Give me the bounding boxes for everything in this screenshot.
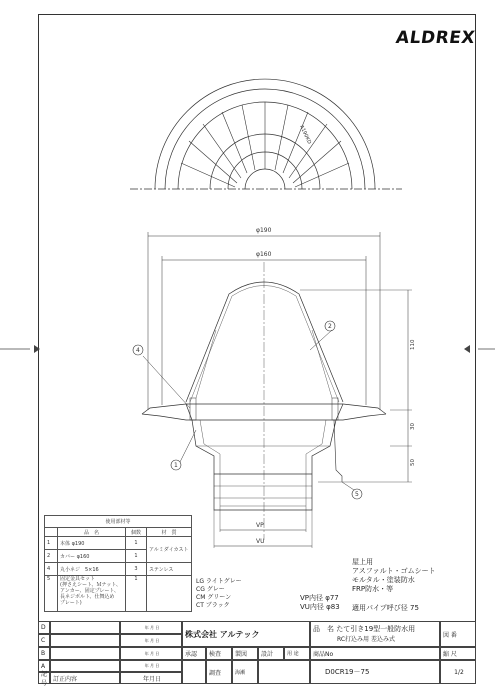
parts-row-material: ステンレス (147, 563, 192, 576)
dim-label-d190: φ190 (256, 227, 272, 234)
parts-row-no: 2 (45, 550, 58, 563)
rev-desc-cell (50, 660, 120, 672)
color-item: CG グレー (196, 586, 225, 593)
parts-header-qty: 個数 (126, 528, 147, 537)
brand-logo: ALDREX (394, 28, 477, 48)
rev-letter: D (38, 621, 50, 634)
rev-date: 年 月 日 (120, 647, 182, 660)
grate-model-mark: A190KD (298, 124, 313, 146)
rev-letter: C (38, 634, 50, 647)
cover-cone (186, 282, 343, 402)
usage-line: 屋上用 (352, 558, 373, 566)
name-label: 品 名 (313, 625, 334, 633)
parts-row-name: カバー φ160 (58, 550, 126, 563)
callout-4: 4 (136, 347, 140, 354)
vu-spec: VU内径 φ83 (300, 603, 340, 611)
dim-label-vp: VP (256, 522, 264, 529)
parts-header-no (45, 528, 58, 537)
role-approve: 承認 (182, 647, 206, 660)
code-label: 商品No (310, 647, 440, 660)
parts-row-qty: 1 (126, 537, 147, 550)
pipe-specs (300, 594, 340, 612)
parts-row-qty: 3 (126, 563, 147, 576)
dim-label-h50: 50 (410, 459, 416, 466)
parts-row-no: 1 (45, 537, 58, 550)
parts-row-material (147, 576, 192, 612)
rev-desc-cell (50, 647, 120, 660)
rev-mark-header: 記号 (38, 672, 50, 684)
dim-label-h30: 30 (410, 423, 416, 430)
binding-arrow-right (464, 345, 470, 353)
parts-row-name: 固定金具セット (押さえシート、Ｍナット、 アンカー、固定プレート、 長ネジボルト、仕舞込め プレート) (58, 576, 126, 612)
rev-date-header: 年月日 (120, 672, 182, 684)
parts-header-material: 材 質 (147, 528, 192, 537)
rev-date: 年 月 日 (120, 634, 182, 647)
approve-sign (182, 660, 206, 684)
usage-line: FRP防水・等 (352, 585, 394, 593)
parts-row-qty: 1 (126, 550, 147, 563)
parts-row-name: 本体 φ190 (58, 537, 126, 550)
callout-5: 5 (355, 491, 359, 498)
vp-spec: VP内径 φ77 (300, 594, 339, 602)
callout-2: 2 (328, 323, 332, 330)
dim-label-vu: VU (256, 538, 265, 545)
usage-line: モルタル・塗装防水 (352, 576, 415, 584)
parts-row-qty: 1 (126, 576, 147, 612)
parts-header-name: 品 名 (58, 528, 126, 537)
dim-label-h110: 110 (410, 339, 416, 350)
parts-row-material: アルミダイカスト (147, 537, 192, 563)
binding-arrow-left (34, 345, 40, 353)
usage-notes (352, 558, 436, 594)
callout-1: 1 (174, 462, 178, 469)
dim-label-d160: φ160 (256, 251, 272, 258)
rev-date: 年 月 日 (120, 621, 182, 634)
purpose-label: 用 途 (284, 647, 310, 660)
grate-top-view (130, 79, 402, 189)
product-name: たて引き19型一般防水用 (336, 625, 416, 633)
parts-row-no: 4 (45, 563, 58, 576)
rev-letter: A (38, 660, 50, 672)
designer-sign (258, 660, 310, 684)
parts-table-title: 使用部材等 (45, 516, 192, 528)
parts-row-name: 丸小ネジ 5×16 (58, 563, 126, 576)
color-item: CT ブラック (196, 602, 230, 609)
scale-label: 縮 尺 (440, 647, 476, 660)
scale-value: 1/2 (440, 660, 476, 684)
parts-table (44, 515, 192, 612)
auditor-label: 調査 (206, 660, 232, 684)
role-drawn: 製図 (232, 647, 258, 660)
color-list (196, 578, 242, 610)
company-name: 株式会社 アルテック (182, 621, 310, 647)
callout-circles (133, 321, 362, 499)
pipe-size-spec: 適用パイプ呼び径 75 (352, 604, 419, 612)
role-check: 検査 (206, 647, 232, 660)
rev-desc-cell (50, 634, 120, 647)
color-item: LG ライトグレー (196, 578, 242, 585)
auditor-name: 海瀬 (232, 660, 258, 684)
product-code: D0CR19－75 (310, 660, 440, 684)
product-name-cell (310, 621, 440, 647)
parts-row-no: 5 (45, 576, 58, 612)
drawing-number-label: 図 番 (440, 621, 476, 647)
rev-date: 年 月 日 (120, 660, 182, 672)
rev-desc-header: 訂正内容 (50, 672, 120, 684)
role-designed: 設計 (258, 647, 284, 660)
usage-line: アスファルト・ゴムシート (352, 567, 436, 575)
rev-desc-cell (50, 621, 120, 634)
product-subtitle: RC打込み用 差込み式 (337, 636, 395, 643)
rev-letter: B (38, 647, 50, 660)
color-item: CM グリーン (196, 594, 232, 601)
